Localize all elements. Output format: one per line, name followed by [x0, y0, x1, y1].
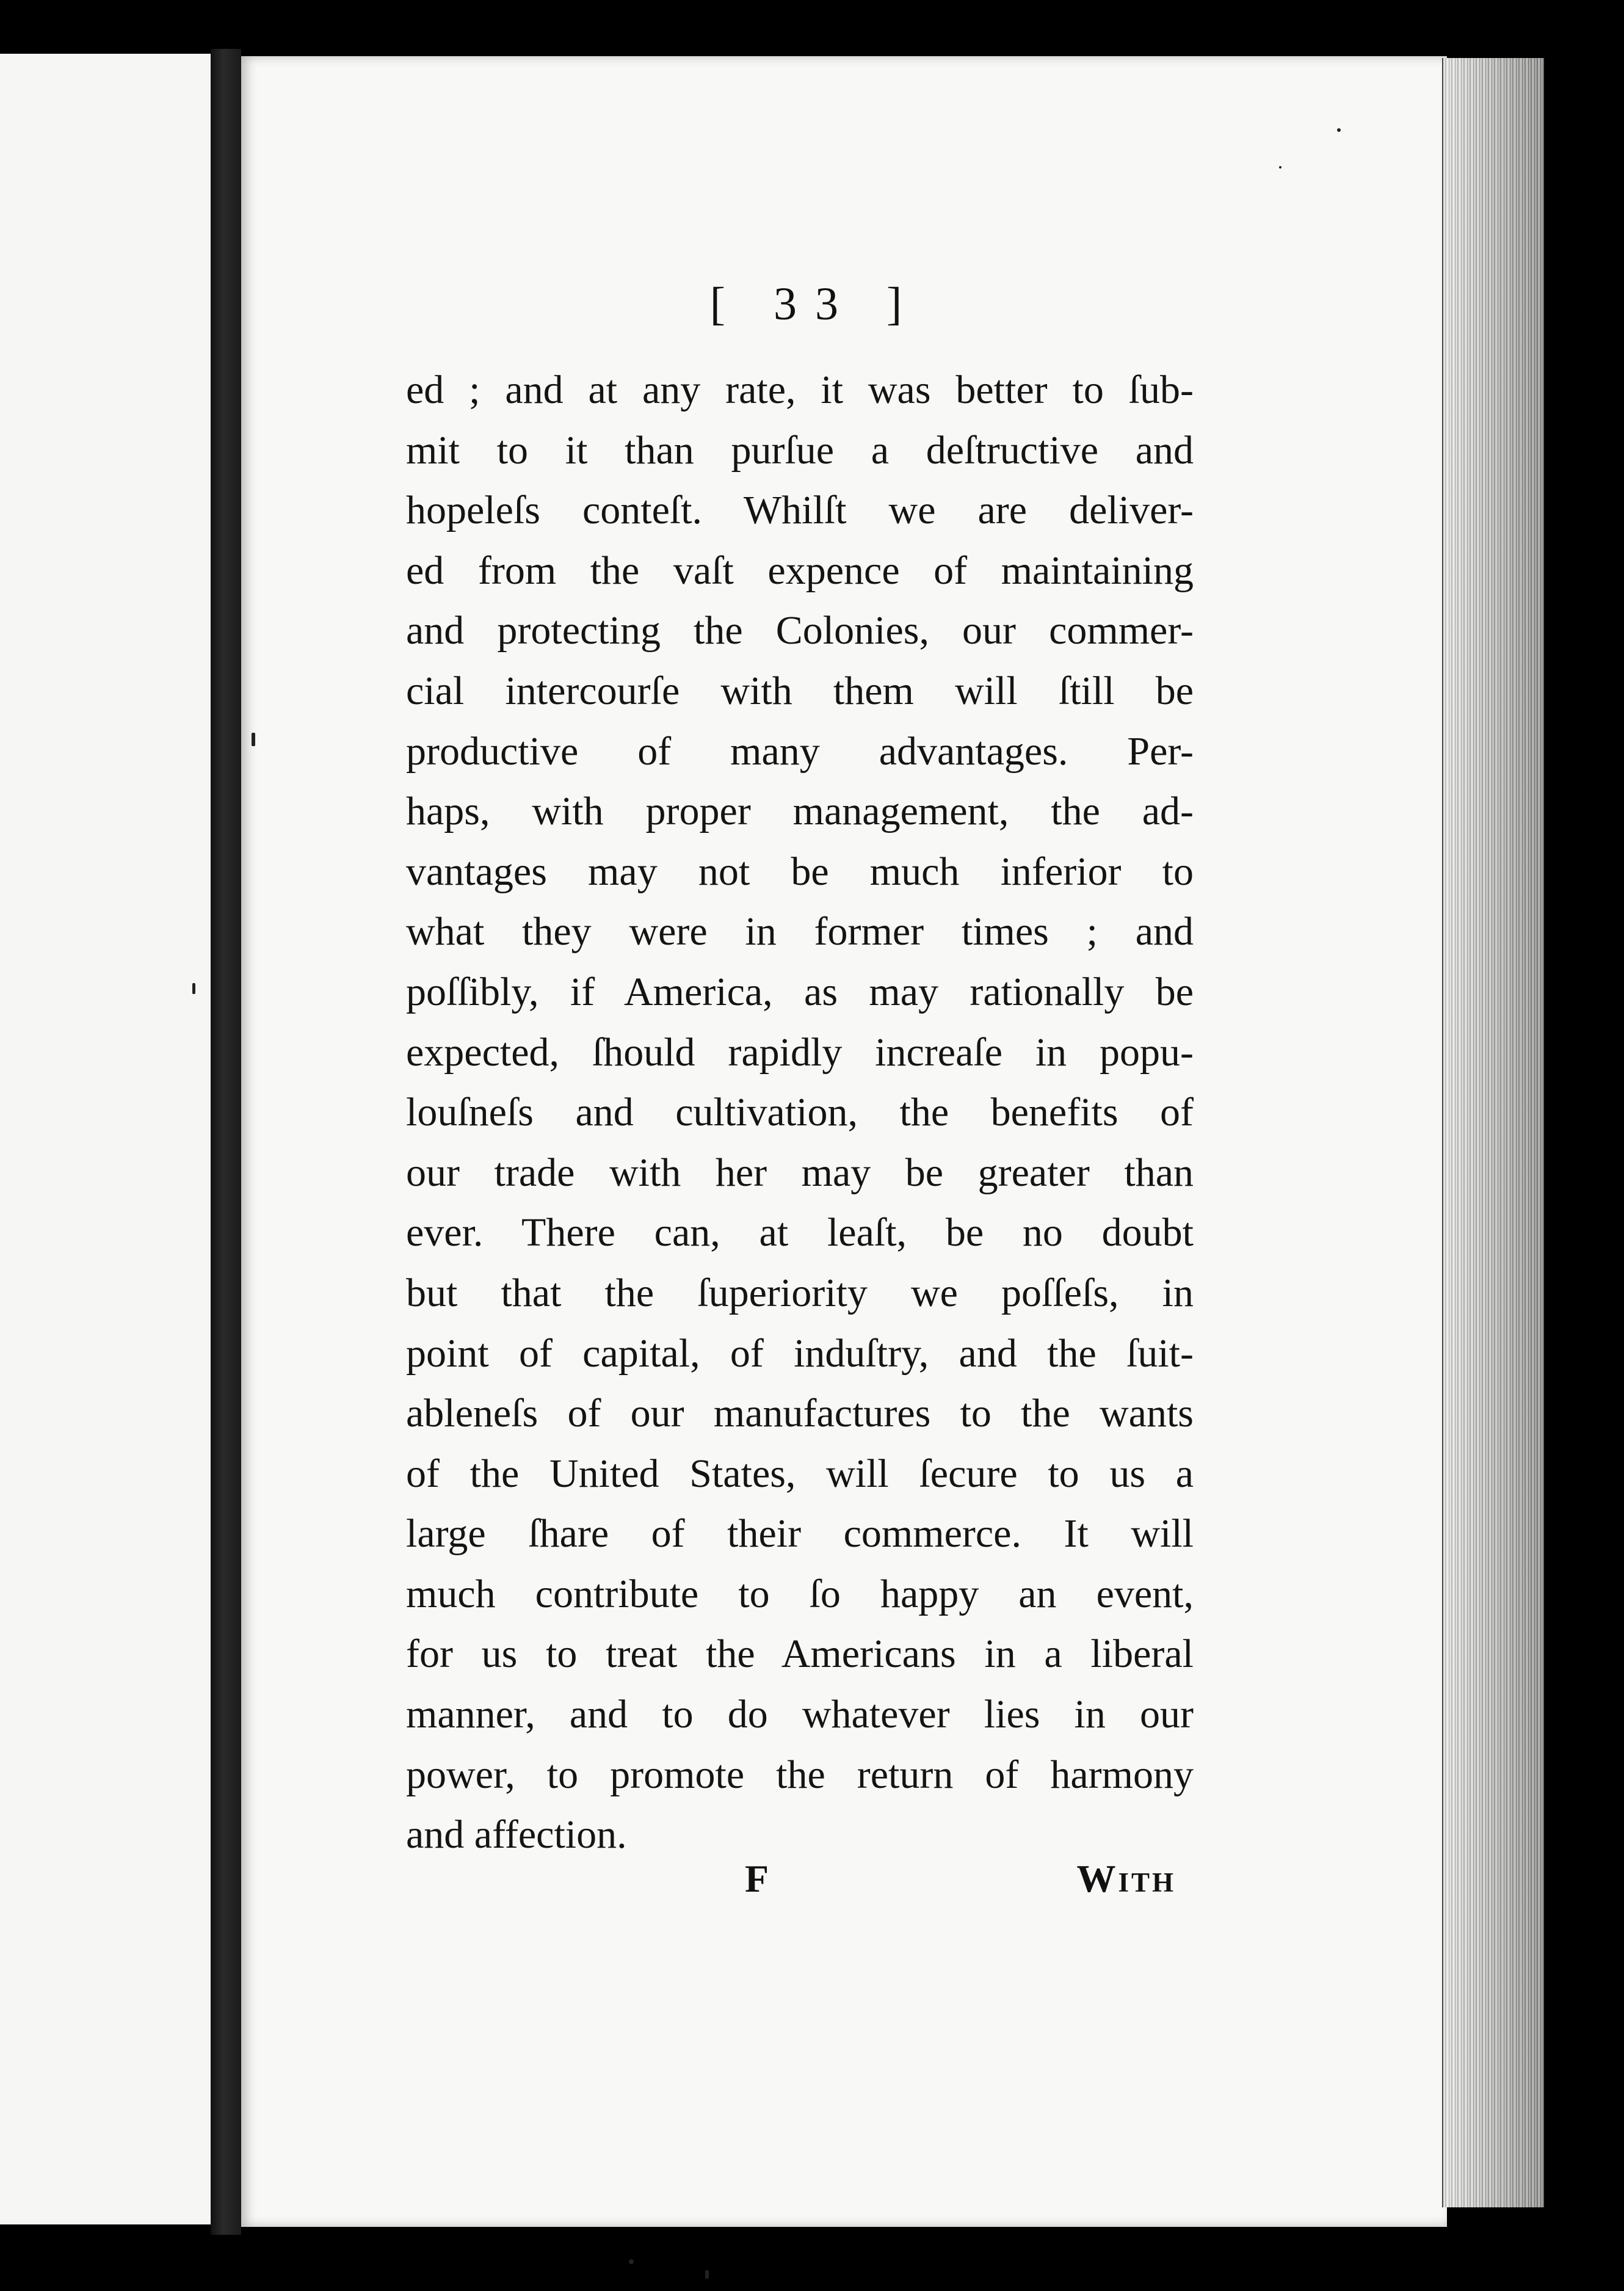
- text-line: ed ; and at any rate, it was better to ſub-: [406, 368, 1194, 412]
- text-line: point of capital, of induſtry, and the ſuit-: [406, 1331, 1194, 1376]
- page-number: [ 33 ]: [709, 278, 921, 330]
- page-footer: [745, 1856, 1184, 1911]
- text-line: what they were in former times ; and: [406, 909, 1194, 954]
- margin-speck: [1279, 166, 1281, 169]
- text-line: ed from the vaſt expence of maintaining: [406, 548, 1194, 593]
- text-line: mit to it than purſue a deſtructive and: [406, 427, 1194, 473]
- text-line: and protecting the Colonies, our commer-: [406, 608, 1194, 653]
- margin-speck: [192, 983, 195, 994]
- text-line: haps, with proper management, the ad-: [406, 789, 1194, 834]
- text-line: large ſhare of their commerce. It will: [406, 1511, 1194, 1556]
- text-line: ableneſs of our manufactures to the wants: [406, 1391, 1194, 1436]
- page-block-edges: [1442, 58, 1544, 2207]
- text-line: our trade with her may be greater than: [406, 1150, 1194, 1195]
- text-line: expected, ſhould rapidly increaſe in popu-: [406, 1029, 1194, 1075]
- text-line: poſſibly, if America, as may rationally be: [406, 969, 1194, 1014]
- text-line: productive of many advantages. Per-: [406, 728, 1194, 774]
- text-line: of the United States, will ſecure to us a: [406, 1451, 1194, 1496]
- margin-speck: [1337, 128, 1341, 132]
- page-edge-shading: [1443, 58, 1544, 2207]
- text-line: hopeleſs conteſt. Whilſt we are deliver-: [406, 488, 1194, 533]
- text-line: and affection.: [406, 1812, 627, 1857]
- margin-speck: [629, 2259, 634, 2264]
- text-line: for us to treat the Americans in a liberal: [406, 1632, 1194, 1677]
- text-line: power, to promote the return of harmony: [406, 1752, 1194, 1797]
- book-gutter: [211, 49, 241, 2235]
- text-line: but that the ſuperiority we poſſeſs, in: [406, 1270, 1194, 1315]
- text-line: louſneſs and cultivation, the benefits of: [406, 1090, 1194, 1135]
- facing-page-left: [0, 54, 212, 2224]
- signature-mark: F: [745, 1857, 769, 1900]
- text-line: cial intercourſe with them will ſtill be: [406, 668, 1194, 713]
- text-line: vantages may not be much inferior to: [406, 849, 1194, 894]
- catchword: With: [1076, 1857, 1176, 1900]
- body-text: [406, 360, 1194, 1865]
- margin-speck: [252, 733, 255, 746]
- text-line: much contribute to ſo happy an event,: [406, 1571, 1194, 1616]
- text-line: manner, and to do whatever lies in our: [406, 1692, 1194, 1737]
- margin-speck: [705, 2270, 709, 2279]
- text-line: ever. There can, at leaſt, be no doubt: [406, 1210, 1194, 1255]
